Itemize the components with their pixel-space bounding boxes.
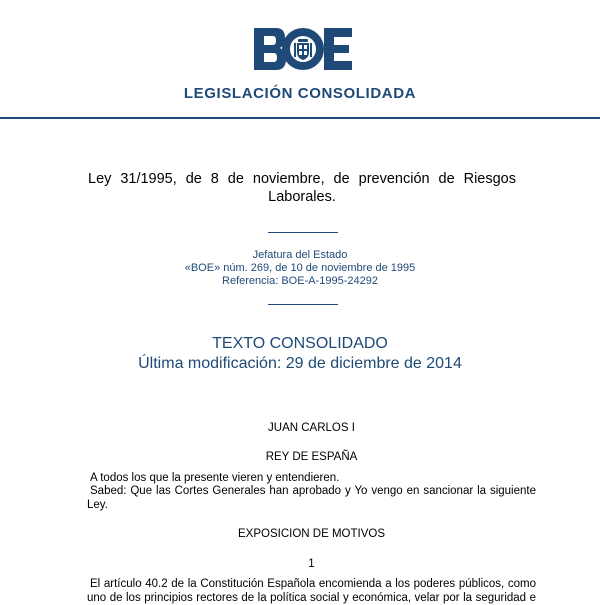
document-title-line-1: Ley 31/1995, de 8 de noviembre, de prevención de Riesgos [88, 171, 516, 187]
greeting: A todos los que la presente vieren y entendieren. [90, 472, 340, 484]
exposition-heading: EXPOSICION DE MOTIVOS [238, 528, 385, 540]
title-divider-bottom [268, 304, 338, 305]
sabed-line-2: Ley. [87, 499, 108, 511]
consolidated-label: TEXTO CONSOLIDADO [212, 335, 388, 352]
publication-info: «BOE» núm. 269, de 10 de noviembre de 1995 [184, 262, 416, 274]
king-title: REY DE ESPAÑA [265, 451, 358, 463]
last-modified: Última modificación: 29 de diciembre de 2014 [138, 355, 462, 372]
section-title: LEGISLACIÓN CONSOLIDADA [183, 85, 417, 102]
publication-meta [0, 249, 600, 288]
sabed-line-1: Sabed: Que las Cortes Generales han aprobado y Yo vengo en sancionar la siguiente [90, 485, 536, 497]
boe-logo [254, 28, 352, 70]
paragraph-line-2: uno de los principios rectores de la política social y económica, velar por la seguridad e [87, 592, 536, 604]
document-title-line-2: Laborales. [268, 189, 336, 205]
paragraph-line-1: El artículo 40.2 de la Constitución Española encomienda a los poderes públicos, como [90, 578, 536, 590]
consolidated-block [0, 334, 600, 374]
reference: Referencia: BOE-A-1995-24292 [222, 275, 378, 287]
issuer: Jefatura del Estado [252, 249, 348, 261]
document-title [88, 170, 516, 206]
title-divider-top [268, 232, 338, 233]
monarch-name: JUAN CARLOS I [268, 422, 355, 434]
header-divider [0, 117, 600, 119]
section-number: 1 [308, 558, 315, 570]
